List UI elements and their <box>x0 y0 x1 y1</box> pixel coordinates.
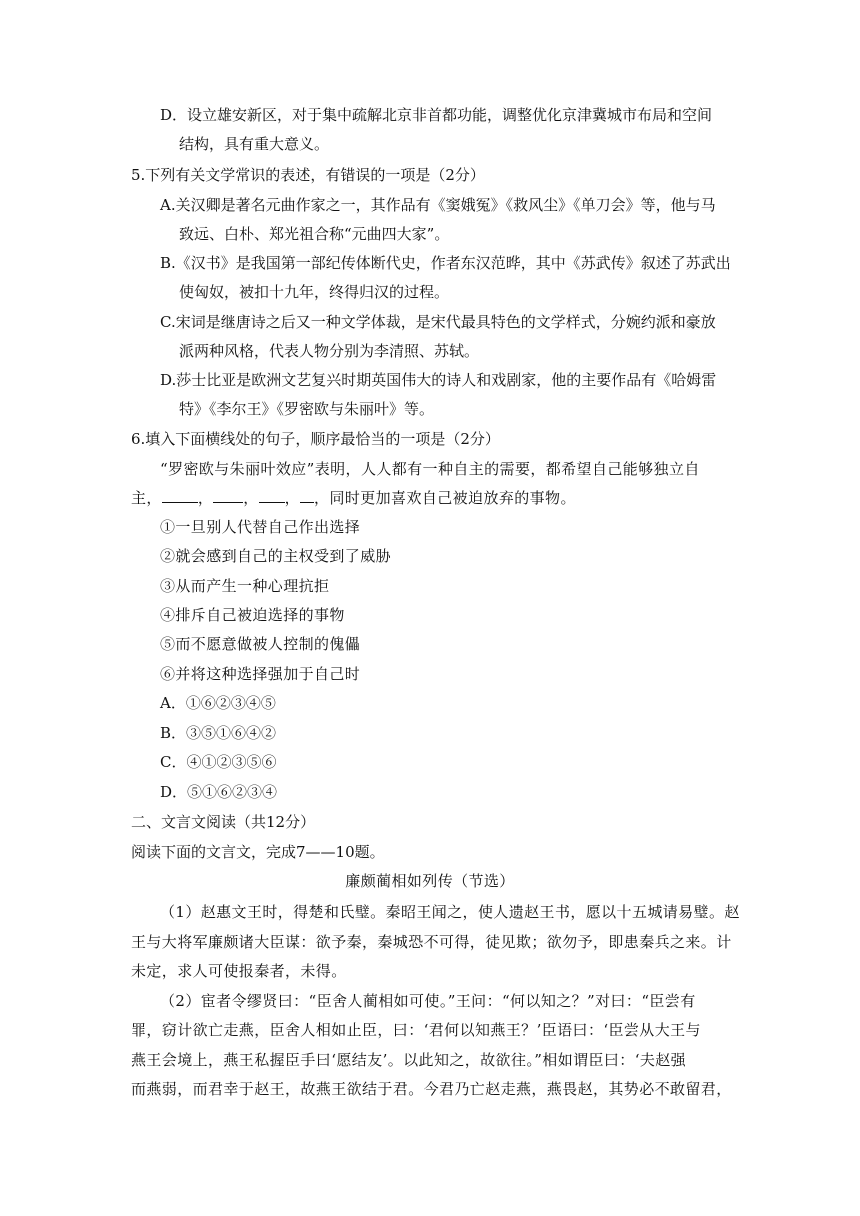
q6-answer-b: B．③⑤①⑥④② <box>160 724 277 742</box>
blank-separator: ， <box>284 489 301 507</box>
q6-passage-line1: “罗密欧与朱丽叶效应”表明，人人都有一种自主的需要，都希望自己能够独立自 <box>160 460 700 478</box>
passage-title: 廉颇蔺相如列传（节选） <box>345 872 515 890</box>
q6-passage-line2 <box>131 488 576 508</box>
q4-option-d-line2: 结构，具有重大意义。 <box>179 135 330 153</box>
q5-option-d-line1: D.莎士比亚是欧洲文艺复兴时期英国伟大的诗人和戏剧家，他的主要作品有《哈姆雷 <box>160 371 717 389</box>
passage-p2-line3: 燕王会境上，燕王私握臣手曰‘愿结友’。以此知之，故欲往。”相如谓臣曰：‘夫赵强 <box>131 1051 687 1069</box>
q5-option-b-line1: B.《汉书》是我国第一部纪传体断代史，作者东汉范晔，其中《苏武传》叙述了苏武出 <box>160 254 731 272</box>
section-2-heading: 二、文言文阅读（共12分） <box>131 813 316 831</box>
fill-blank-2 <box>213 488 243 503</box>
passage-p1-line1: （1）赵惠文王时，得楚和氏璧。秦昭王闻之，使人遗赵王书，愿以十五城请易璧。赵 <box>160 903 740 921</box>
passage-p1-line2: 王与大将军廉颇诸大臣谋：欲予秦，秦城恐不可得，徒见欺；欲勿予，即患秦兵之来。计 <box>131 933 732 951</box>
blank-separator: ， <box>197 489 214 507</box>
q5-option-d-line2: 特》《李尔王》《罗密欧与朱丽叶》等。 <box>179 400 435 418</box>
passage-p2-line4: 而燕弱，而君幸于赵王，故燕王欲结于君。今君乃亡赵走燕，燕畏赵，其势必不敢留君， <box>131 1080 732 1098</box>
q5-option-a-line2: 致远、白朴、郑光祖合称“元曲四大家”。 <box>179 225 450 243</box>
sentence-option-6: ⑥并将这种选择强加于自己时 <box>160 665 361 683</box>
blank-separator: ， <box>314 489 330 507</box>
section-2-instruction: 阅读下面的文言文，完成7——10题。 <box>131 843 385 861</box>
sentence-option-1: ①一旦别人代替自己作出选择 <box>160 518 361 536</box>
q6-answer-d: D．⑤①⑥②③④ <box>160 783 278 801</box>
q5-option-c-line1: C.宋词是继唐诗之后又一种文学体裁，是宋代最具特色的文学样式，分婉约派和豪放 <box>160 313 716 331</box>
sentence-option-5: ⑤而不愿意做被人控制的傀儡 <box>160 635 361 653</box>
q6-passage-start: 主， <box>131 489 162 507</box>
fill-blank-4 <box>300 488 314 503</box>
q6-passage-end: 同时更加喜欢自己被迫放弃的事物。 <box>329 489 576 507</box>
q5-option-c-line2: 派两种风格，代表人物分别为李清照、苏轼。 <box>179 342 480 360</box>
question-5-stem: 5.下列有关文学常识的表述，有错误的一项是（2分） <box>131 166 485 184</box>
sentence-option-2: ②就会感到自己的主权受到了威胁 <box>160 547 392 565</box>
q5-option-a-line1: A.关汉卿是著名元曲作家之一，其作品有《窦娥冤》《救风尘》《单刀会》等，他与马 <box>160 196 716 214</box>
question-6-stem: 6.填入下面横线处的句子，顺序最恰当的一项是（2分） <box>131 430 500 448</box>
fill-blank-3 <box>259 488 285 503</box>
sentence-option-4: ④排斥自己被迫选择的事物 <box>160 606 345 624</box>
passage-p2-line1: （2）宦者令缪贤曰：“臣舍人蔺相如可使。”王问：“何以知之？”对曰：“臣尝有 <box>160 992 696 1010</box>
passage-p1-line3: 未定，求人可使报秦者，未得。 <box>131 962 347 980</box>
q5-option-b-line2: 使匈奴，被扣十九年，终得归汉的过程。 <box>179 283 450 301</box>
passage-p2-line2: 罪，窃计欲亡走燕，臣舍人相如止臣，曰：‘君何以知燕王？’臣语曰：‘臣尝从大王与 <box>131 1021 701 1039</box>
sentence-option-3: ③从而产生一种心理抗拒 <box>160 577 330 595</box>
q4-option-d-line1: D．设立雄安新区，对于集中疏解北京非首都功能，调整优化京津冀城市布局和空间 <box>160 106 713 124</box>
q6-answer-c: C．④①②③⑤⑥ <box>160 753 277 771</box>
blank-separator: ， <box>243 489 259 507</box>
q6-answer-a: A．①⑥②③④⑤ <box>160 694 276 712</box>
fill-blank-1 <box>162 488 198 503</box>
